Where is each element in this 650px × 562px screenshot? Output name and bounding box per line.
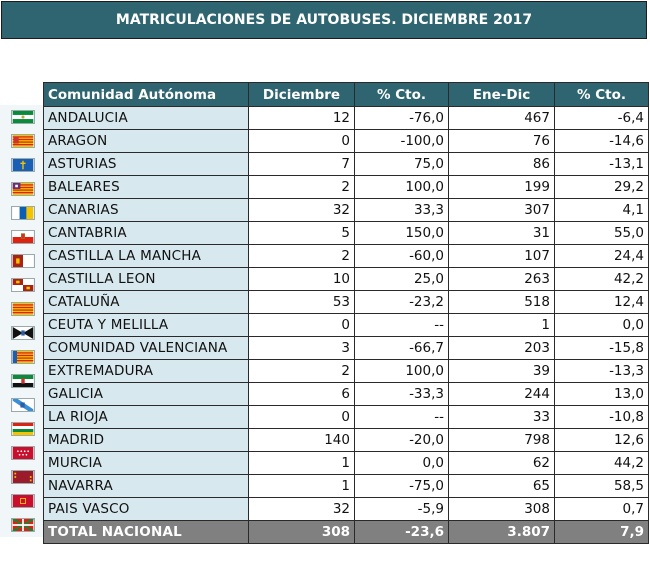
la-rioja-flag-icon: [11, 422, 35, 436]
table-row: [44, 452, 649, 475]
diciembre-cell: 0: [249, 314, 355, 337]
region-cell: MADRID: [44, 429, 249, 452]
table-row: [44, 153, 649, 176]
table-row: [44, 498, 649, 521]
region-cell: GALICIA: [44, 383, 249, 406]
cto-ene-dic-cell: -10,8: [555, 406, 649, 429]
region-cell: EXTREMADURA: [44, 360, 249, 383]
cto-diciembre-cell: --: [355, 314, 449, 337]
region-cell: CASTILLA LA MANCHA: [44, 245, 249, 268]
region-cell: LA RIOJA: [44, 406, 249, 429]
table-row: [44, 130, 649, 153]
region-cell: MURCIA: [44, 452, 249, 475]
ene-dic-cell: 65: [449, 475, 555, 498]
cto-ene-dic-cell: 13,0: [555, 383, 649, 406]
diciembre-cell: 7: [249, 153, 355, 176]
diciembre-cell: 32: [249, 498, 355, 521]
ene-dic-cell: 244: [449, 383, 555, 406]
diciembre-cell: 2: [249, 176, 355, 199]
cto-ene-dic-cell: -13,3: [555, 360, 649, 383]
header-diciembre: Diciembre: [249, 83, 355, 107]
cto-ene-dic-cell: 42,2: [555, 268, 649, 291]
diciembre-cell: 6: [249, 383, 355, 406]
region-cell: ANDALUCIA: [44, 107, 249, 130]
table-row: [44, 337, 649, 360]
madrid-flag-icon: [11, 446, 35, 460]
galicia-flag-icon: [11, 398, 35, 412]
total-label: TOTAL NACIONAL: [44, 521, 249, 544]
header-ene-dic: Ene-Dic: [449, 83, 555, 107]
cto-diciembre-cell: 150,0: [355, 222, 449, 245]
table-row: [44, 406, 649, 429]
total-ene-dic: 3.807: [449, 521, 555, 544]
extremadura-flag-icon: [11, 374, 35, 388]
cto-diciembre-cell: 33,3: [355, 199, 449, 222]
diciembre-cell: 2: [249, 245, 355, 268]
ene-dic-cell: 1: [449, 314, 555, 337]
table-row: [44, 268, 649, 291]
diciembre-cell: 1: [249, 475, 355, 498]
cto-ene-dic-cell: 29,2: [555, 176, 649, 199]
ene-dic-cell: 39: [449, 360, 555, 383]
cto-diciembre-cell: 25,0: [355, 268, 449, 291]
cto-diciembre-cell: -76,0: [355, 107, 449, 130]
header-cto-ene-dic: % Cto.: [555, 83, 649, 107]
cto-ene-dic-cell: 44,2: [555, 452, 649, 475]
report-title: MATRICULACIONES DE AUTOBUSES. DICIEMBRE 2017: [1, 1, 647, 39]
diciembre-cell: 5: [249, 222, 355, 245]
table-row: [44, 429, 649, 452]
region-cell: CANTABRIA: [44, 222, 249, 245]
navarra-flag-icon: [11, 494, 35, 508]
cto-ene-dic-cell: 0,0: [555, 314, 649, 337]
ene-dic-cell: 307: [449, 199, 555, 222]
cto-diciembre-cell: 100,0: [355, 176, 449, 199]
registrations-table: [43, 82, 649, 544]
ene-dic-cell: 308: [449, 498, 555, 521]
baleares-flag-icon: [11, 182, 35, 196]
diciembre-cell: 10: [249, 268, 355, 291]
ene-dic-cell: 467: [449, 107, 555, 130]
asturias-flag-icon: [11, 158, 35, 172]
cantabria-flag-icon: [11, 230, 35, 244]
region-cell: ASTURIAS: [44, 153, 249, 176]
region-cell: ARAGON: [44, 130, 249, 153]
ene-dic-cell: 518: [449, 291, 555, 314]
cto-ene-dic-cell: -6,4: [555, 107, 649, 130]
total-row: [44, 521, 649, 544]
region-cell: COMUNIDAD VALENCIANA: [44, 337, 249, 360]
header-comunidad: Comunidad Autónoma: [44, 83, 249, 107]
cto-diciembre-cell: -23,2: [355, 291, 449, 314]
murcia-flag-icon: [11, 470, 35, 484]
cto-diciembre-cell: 75,0: [355, 153, 449, 176]
table-row: [44, 475, 649, 498]
table-row: [44, 245, 649, 268]
header-cto-diciembre: % Cto.: [355, 83, 449, 107]
cto-ene-dic-cell: -14,6: [555, 130, 649, 153]
cto-ene-dic-cell: -13,1: [555, 153, 649, 176]
table-row: [44, 360, 649, 383]
aragon-flag-icon: [11, 134, 35, 148]
diciembre-cell: 12: [249, 107, 355, 130]
castilla-leon-flag-icon: [11, 278, 35, 292]
ene-dic-cell: 33: [449, 406, 555, 429]
cto-ene-dic-cell: 12,4: [555, 291, 649, 314]
diciembre-cell: 32: [249, 199, 355, 222]
ene-dic-cell: 263: [449, 268, 555, 291]
cto-diciembre-cell: -60,0: [355, 245, 449, 268]
cto-diciembre-cell: -33,3: [355, 383, 449, 406]
region-cell: NAVARRA: [44, 475, 249, 498]
cataluna-flag-icon: [11, 302, 35, 316]
cto-diciembre-cell: -66,7: [355, 337, 449, 360]
cto-diciembre-cell: 100,0: [355, 360, 449, 383]
total-cto-ene-dic: 7,9: [555, 521, 649, 544]
canarias-flag-icon: [11, 206, 35, 220]
cto-diciembre-cell: -5,9: [355, 498, 449, 521]
cto-diciembre-cell: -100,0: [355, 130, 449, 153]
diciembre-cell: 0: [249, 130, 355, 153]
ene-dic-cell: 76: [449, 130, 555, 153]
castilla-la-mancha-flag-icon: [11, 254, 35, 268]
valencia-flag-icon: [11, 350, 35, 364]
diciembre-cell: 53: [249, 291, 355, 314]
table-row: [44, 107, 649, 130]
cto-ene-dic-cell: -15,8: [555, 337, 649, 360]
region-cell: PAIS VASCO: [44, 498, 249, 521]
ceuta-melilla-flag-icon: [11, 326, 35, 340]
ene-dic-cell: 31: [449, 222, 555, 245]
cto-diciembre-cell: 0,0: [355, 452, 449, 475]
total-diciembre: 308: [249, 521, 355, 544]
ene-dic-cell: 62: [449, 452, 555, 475]
table-row: [44, 222, 649, 245]
region-cell: CASTILLA LEON: [44, 268, 249, 291]
region-cell: CANARIAS: [44, 199, 249, 222]
ene-dic-cell: 203: [449, 337, 555, 360]
table-header-row: [44, 83, 649, 107]
total-cto-diciembre: -23,6: [355, 521, 449, 544]
andalucia-flag-icon: [11, 110, 35, 124]
table-row: [44, 314, 649, 337]
ene-dic-cell: 107: [449, 245, 555, 268]
cto-ene-dic-cell: 4,1: [555, 199, 649, 222]
region-cell: CEUTA Y MELILLA: [44, 314, 249, 337]
diciembre-cell: 3: [249, 337, 355, 360]
table-row: [44, 199, 649, 222]
cto-diciembre-cell: -20,0: [355, 429, 449, 452]
cto-ene-dic-cell: 12,6: [555, 429, 649, 452]
region-cell: BALEARES: [44, 176, 249, 199]
region-cell: CATALUÑA: [44, 291, 249, 314]
cto-ene-dic-cell: 58,5: [555, 475, 649, 498]
table-row: [44, 291, 649, 314]
pais-vasco-flag-icon: [11, 518, 35, 532]
cto-ene-dic-cell: 24,4: [555, 245, 649, 268]
table-row: [44, 176, 649, 199]
diciembre-cell: 1: [249, 452, 355, 475]
ene-dic-cell: 798: [449, 429, 555, 452]
cto-ene-dic-cell: 0,7: [555, 498, 649, 521]
cto-diciembre-cell: -75,0: [355, 475, 449, 498]
diciembre-cell: 0: [249, 406, 355, 429]
diciembre-cell: 2: [249, 360, 355, 383]
diciembre-cell: 140: [249, 429, 355, 452]
ene-dic-cell: 199: [449, 176, 555, 199]
table-row: [44, 383, 649, 406]
ene-dic-cell: 86: [449, 153, 555, 176]
cto-diciembre-cell: --: [355, 406, 449, 429]
cto-ene-dic-cell: 55,0: [555, 222, 649, 245]
